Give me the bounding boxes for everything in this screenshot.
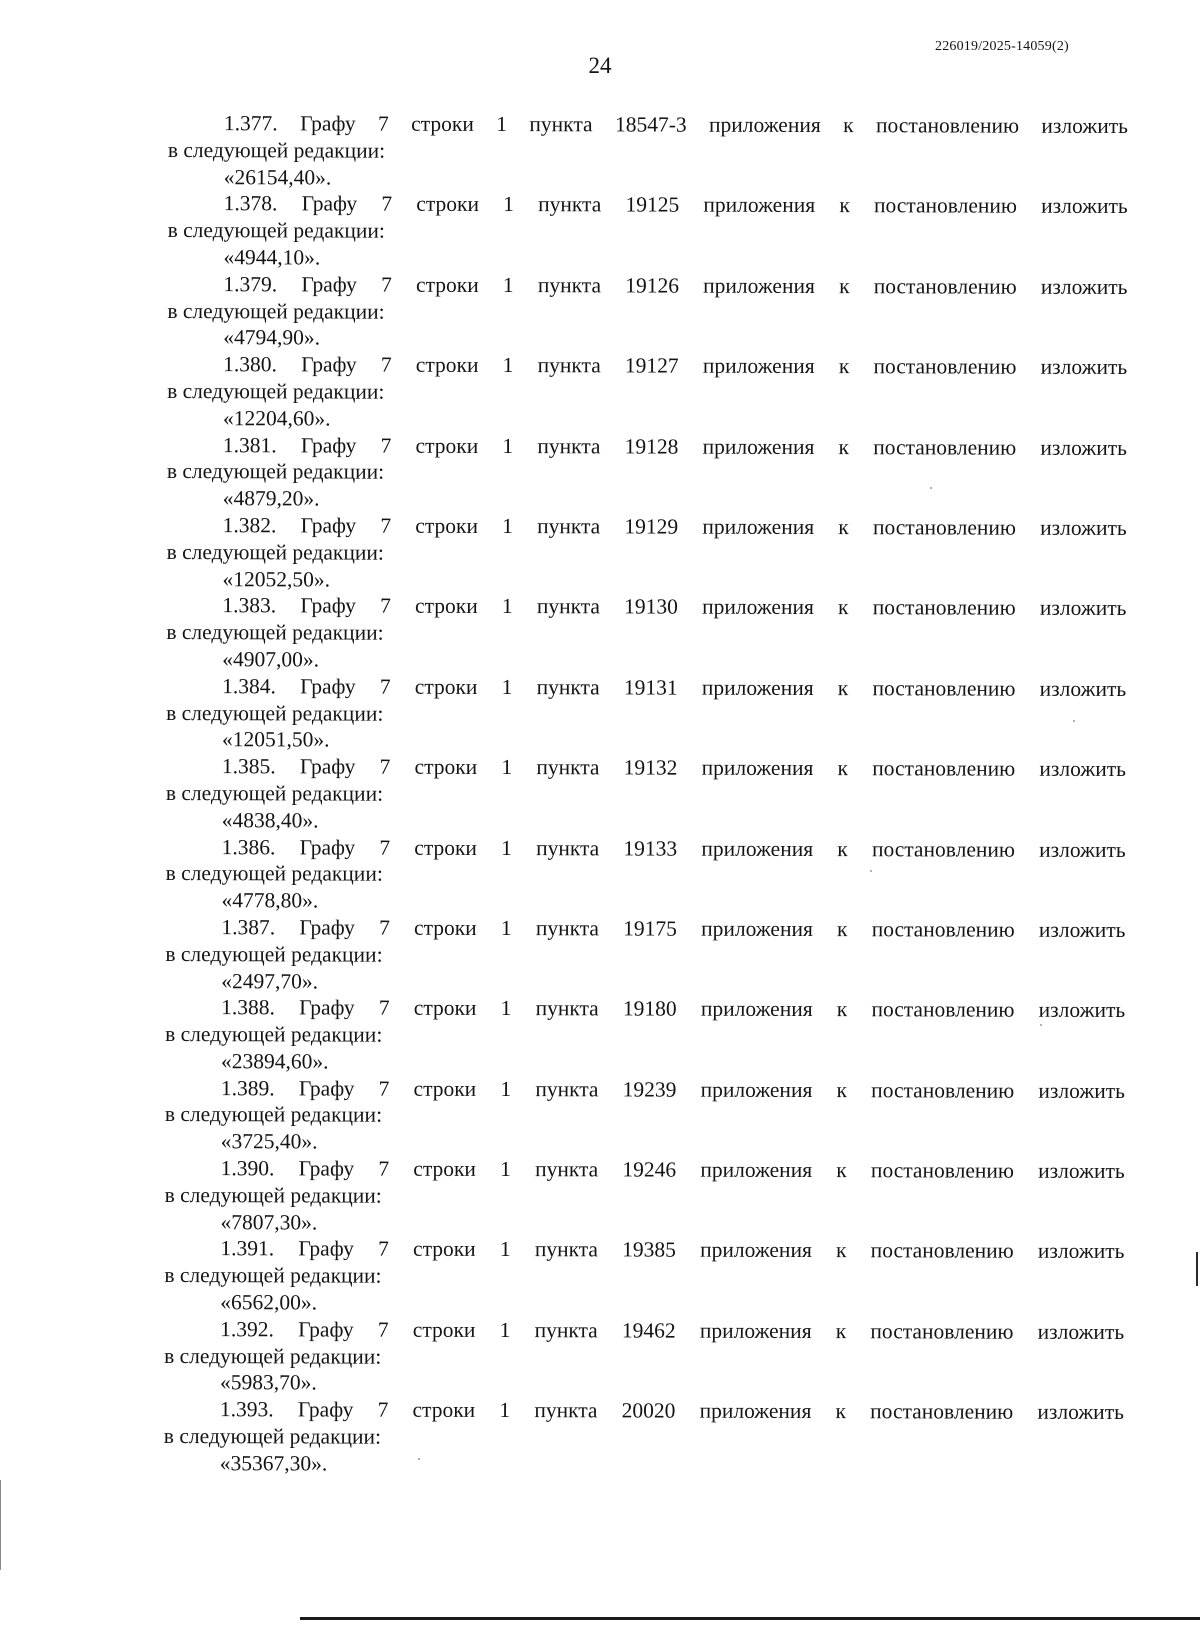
amendment-value: «23894,60». [220, 1049, 329, 1074]
amendment-item [167, 271, 1127, 354]
amendment-item [164, 1316, 1124, 1399]
amendment-value: «12204,60». [222, 405, 331, 431]
amendment-continuation: в следующей редакции: [164, 1343, 382, 1369]
amendment-lead: 1.389. Графу 7 строки 1 пункта 19239 приложения к постановлению изложить [220, 1075, 1125, 1103]
amendment-item [166, 753, 1126, 836]
amendment-item [168, 110, 1128, 193]
amendment-lead: 1.383. Графу 7 строки 1 пункта 19130 приложения к постановлению изложить [222, 593, 1127, 621]
amendment-value: «4838,40». [221, 807, 319, 833]
amendment-item [165, 914, 1125, 997]
amendment-continuation: в следующей редакции: [166, 620, 384, 645]
amendment-lead: 1.390. Графу 7 строки 1 пункта 19246 приложения к постановлению изложить [220, 1156, 1125, 1184]
amendment-continuation: в следующей редакции: [165, 941, 383, 967]
amendment-item [164, 1396, 1124, 1479]
amendment-item [164, 1235, 1124, 1318]
amendment-value: «26154,40». [223, 164, 332, 190]
amendment-continuation: в следующей редакции: [167, 378, 385, 404]
amendment-lead: 1.379. Графу 7 строки 1 пункта 19126 приложения к постановлению изложить [223, 271, 1128, 299]
amendment-value: «4944,10». [223, 245, 321, 270]
amendment-value: «4778,80». [221, 888, 319, 913]
amendment-value: «6562,00». [220, 1290, 318, 1315]
amendment-continuation: в следующей редакции: [165, 1022, 383, 1047]
amendment-lead: 1.377. Графу 7 строки 1 пункта 18547-3 приложения к постановлению изложить [223, 111, 1128, 139]
amendment-value: «4879,20». [222, 486, 320, 511]
amendment-continuation: в следующей редакции: [167, 137, 386, 163]
amendment-continuation: в следующей редакции: [166, 459, 385, 485]
amendment-item [164, 1155, 1124, 1238]
amendment-value: «4794,90». [223, 325, 321, 350]
amendment-item [165, 994, 1125, 1077]
amendment-item [166, 673, 1126, 756]
amendment-lead: 1.381. Графу 7 строки 1 пункта 19128 приложения к постановлению изложить [222, 432, 1127, 460]
amendment-item [165, 1075, 1125, 1158]
amendment-value: «4907,00». [222, 647, 320, 672]
amendment-item [166, 512, 1126, 595]
amendment-item [167, 432, 1127, 515]
amendment-value: «5983,70». [219, 1370, 317, 1395]
amendment-lead: 1.387. Графу 7 строки 1 пункта 19175 приложения к постановлению изложить [221, 915, 1126, 942]
amendment-value: «7807,30». [220, 1209, 318, 1235]
amendment-lead: 1.393. Графу 7 строки 1 пункта 20020 приложения к постановлению изложить [219, 1397, 1124, 1425]
scan-speck [930, 487, 932, 489]
amendment-item [167, 190, 1127, 273]
amendment-continuation: в следующей редакции: [164, 1263, 382, 1288]
document-code: 226019/2025-14059(2) [935, 39, 1069, 54]
amendment-lead: 1.391. Графу 7 строки 1 пункта 19385 приложения к постановлению изложить [220, 1236, 1125, 1264]
amendment-lead: 1.392. Графу 7 строки 1 пункта 19462 приложения к постановлению изложить [220, 1317, 1125, 1344]
scan-speck [1073, 720, 1075, 722]
amendment-value: «3725,40». [220, 1129, 318, 1154]
amendment-continuation: в следующей редакции: [167, 298, 385, 324]
amendment-continuation: в следующей редакции: [166, 539, 384, 565]
amendment-continuation: в следующей редакции: [165, 780, 384, 806]
scan-speck [1040, 1024, 1042, 1026]
amendment-continuation: в следующей редакции: [163, 1424, 382, 1449]
amendment-continuation: в следующей редакции: [164, 1102, 383, 1128]
amendment-lead: 1.388. Графу 7 строки 1 пункта 19180 приложения к постановлению изложить [221, 995, 1126, 1023]
amendment-value: «35367,30». [219, 1451, 328, 1476]
amendment-item [165, 834, 1125, 917]
scan-bottom-edge [300, 1617, 1200, 1620]
amendment-value: «12051,50». [221, 727, 330, 752]
page-number: 24 [588, 53, 612, 78]
scan-edge-mark [1196, 1252, 1198, 1286]
amendment-continuation: в следующей редакции: [164, 1182, 382, 1208]
amendment-continuation: в следующей редакции: [166, 700, 384, 726]
scan-edge-mark [0, 1480, 1, 1570]
amendment-lead: 1.384. Графу 7 строки 1 пункта 19131 приложения к постановлению изложить [222, 673, 1127, 701]
amendment-lead: 1.378. Графу 7 строки 1 пункта 19125 приложения к постановлению изложить [223, 191, 1128, 219]
amendment-lead: 1.385. Графу 7 строки 1 пункта 19132 приложения к постановлению изложить [221, 754, 1126, 782]
amendment-value: «12052,50». [222, 566, 331, 592]
amendment-lead: 1.386. Графу 7 строки 1 пункта 19133 приложения к постановлению изложить [221, 834, 1126, 862]
amendment-continuation: в следующей редакции: [167, 218, 385, 243]
amendments-list [164, 110, 1128, 1480]
amendment-continuation: в следующей редакции: [165, 861, 383, 886]
scan-speck [870, 870, 872, 872]
amendment-lead: 1.382. Графу 7 строки 1 пункта 19129 приложения к постановлению изложить [222, 513, 1127, 540]
amendment-item [167, 351, 1127, 434]
amendment-item [166, 592, 1126, 675]
scan-speck [418, 1458, 420, 1460]
amendment-value: «2497,70». [221, 968, 319, 993]
amendment-lead: 1.380. Графу 7 строки 1 пункта 19127 приложения к постановлению изложить [223, 352, 1128, 380]
